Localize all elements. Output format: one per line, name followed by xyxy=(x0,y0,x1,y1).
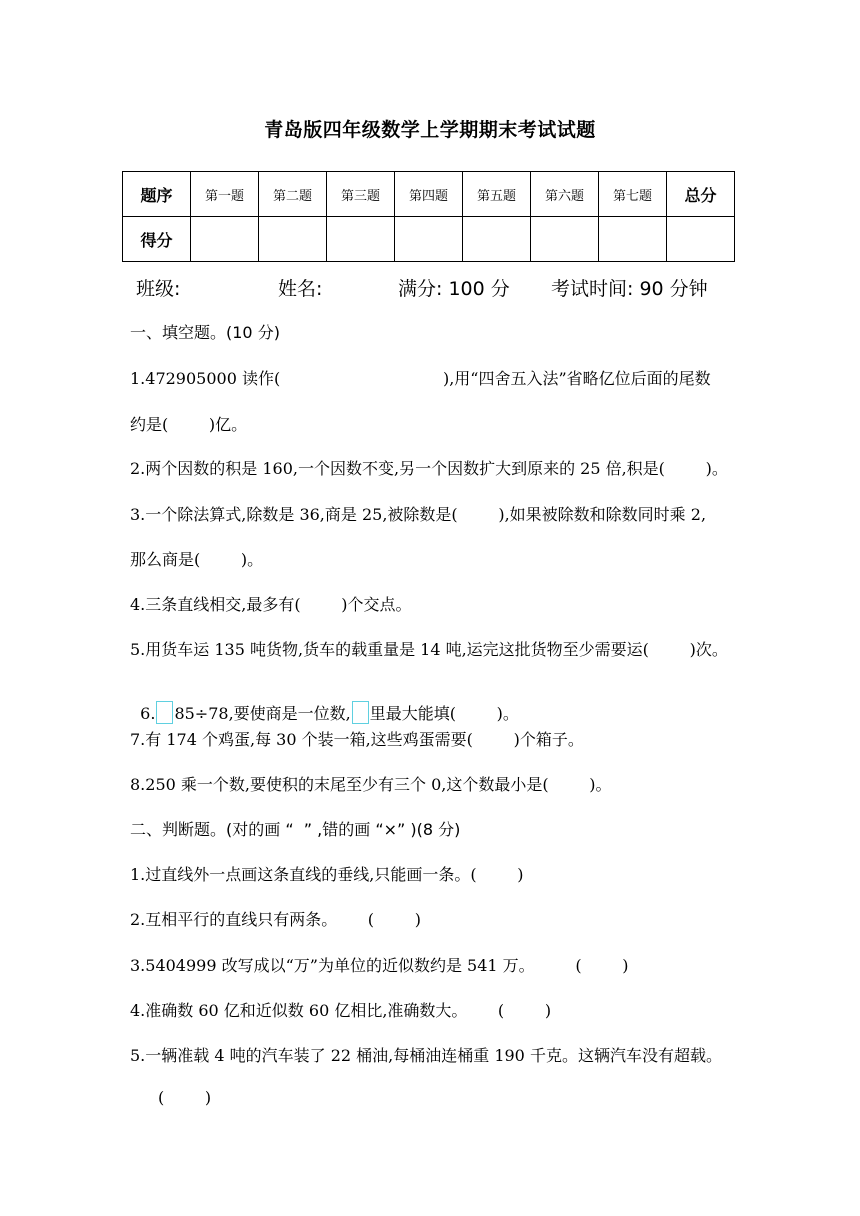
score-cell[interactable] xyxy=(599,217,667,262)
blank-box[interactable] xyxy=(352,701,369,724)
score-cell[interactable] xyxy=(327,217,395,262)
score-table xyxy=(122,171,735,262)
section2-heading: 二、判断题。(对的画 “ ” ,错的画 “×” )(8 分) xyxy=(130,820,461,839)
header-cell: 题序 xyxy=(123,172,191,217)
q6-number: 6. xyxy=(140,704,156,723)
q3-line1: 3.一个除法算式,除数是 36,商是 25,被除数是( ),如果被除数和除数同时乘 2, xyxy=(130,505,707,524)
header-cell: 第五题 xyxy=(463,172,531,217)
q5: 5.用货车运 135 吨货物,货车的载重量是 14 吨,运完这批货物至少需要运( )次。 xyxy=(130,640,728,659)
page-title: 青岛版四年级数学上学期期末考试试题 xyxy=(264,119,596,141)
judge-q2: 2.互相平行的直线只有两条。 ( ) xyxy=(130,910,421,929)
q6-text-a: 85÷78,要使商是一位数, xyxy=(174,704,351,723)
q2: 2.两个因数的积是 160,一个因数不变,另一个因数扩大到原来的 25 倍,积是( )。 xyxy=(130,459,728,478)
judge-q3: 3.5404999 改写成以“万”为单位的近似数约是 541 万。 ( ) xyxy=(130,956,629,975)
judge-q5-line2: ( ) xyxy=(158,1088,212,1107)
q6 xyxy=(130,682,519,724)
judge-q4: 4.准确数 60 亿和近似数 60 亿相比,准确数大。 ( ) xyxy=(130,1001,552,1020)
q1-line1: 1.472905000 读作( ),用“四舍五入法”省略亿位后面的尾数 xyxy=(130,369,711,388)
row-label: 得分 xyxy=(123,217,191,262)
header-cell: 第六题 xyxy=(531,172,599,217)
header-cell: 第七题 xyxy=(599,172,667,217)
score-cell[interactable] xyxy=(259,217,327,262)
header-cell: 第一题 xyxy=(191,172,259,217)
score-cell[interactable] xyxy=(463,217,531,262)
header-cell: 第四题 xyxy=(395,172,463,217)
score-cell[interactable] xyxy=(667,217,735,262)
header-cell: 第三题 xyxy=(327,172,395,217)
exam-time-label: 考试时间: 90 分钟 xyxy=(551,278,708,300)
q7: 7.有 174 个鸡蛋,每 30 个装一箱,这些鸡蛋需要( )个箱子。 xyxy=(130,730,584,749)
q8: 8.250 乘一个数,要使积的末尾至少有三个 0,这个数最小是( )。 xyxy=(130,775,612,794)
score-table-header-row xyxy=(123,172,735,217)
section1-heading: 一、填空题。(10 分) xyxy=(130,323,280,342)
q4: 4.三条直线相交,最多有( )个交点。 xyxy=(130,595,412,614)
score-cell[interactable] xyxy=(191,217,259,262)
q3-line2: 那么商是( )。 xyxy=(130,550,264,569)
score-cell[interactable] xyxy=(531,217,599,262)
q1-line2: 约是( )亿。 xyxy=(130,415,248,434)
q6-text-b: 里最大能填( )。 xyxy=(369,704,519,723)
blank-box[interactable] xyxy=(156,701,173,724)
score-cell[interactable] xyxy=(395,217,463,262)
header-cell: 第二题 xyxy=(259,172,327,217)
judge-q5-line1: 5.一辆准载 4 吨的汽车装了 22 桶油,每桶油连桶重 190 千克。这辆汽车没有超载。 xyxy=(130,1046,722,1065)
score-table-score-row xyxy=(123,217,735,262)
class-label: 班级: xyxy=(136,278,181,300)
header-cell: 总分 xyxy=(667,172,735,217)
full-score-label: 满分: 100 分 xyxy=(398,278,510,300)
judge-q1: 1.过直线外一点画这条直线的垂线,只能画一条。( ) xyxy=(130,865,524,884)
name-label: 姓名: xyxy=(278,278,323,300)
